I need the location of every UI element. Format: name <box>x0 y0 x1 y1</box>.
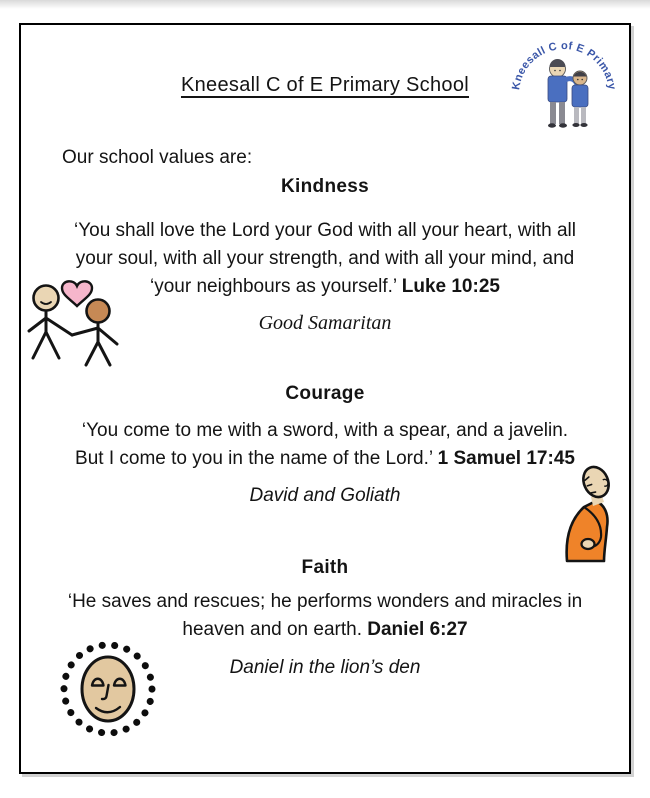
section-heading: Kindness <box>281 176 369 197</box>
heart-icon <box>62 281 92 306</box>
scripture-quote: ‘You come to me with a sword, with a spear, and a javelin. But I come to you in the name of the Lord.’ 1 Samuel 17:45 <box>75 420 575 469</box>
scripture-quote: ‘You shall love the Lord your God with all your heart, with all your soul, with all your strength, and with all your mind, and ‘your neighbours as yourself.’ Luke 10:25 <box>73 220 576 297</box>
section-heading: Courage <box>285 383 365 404</box>
logo-arc-text: Kneesall C of E Primary <box>510 39 618 91</box>
story-caption: Daniel in the lion’s den <box>229 657 421 678</box>
top-edge-shadow <box>0 0 650 9</box>
intro-text: Our school values are: <box>62 147 253 168</box>
story-caption: David and Goliath <box>249 485 401 506</box>
section-heading: Faith <box>301 557 349 578</box>
scripture-reference: 1 Samuel 17:45 <box>437 448 575 469</box>
friends-heart-icon <box>25 268 123 368</box>
scripture-reference: Daniel 6:27 <box>367 619 468 640</box>
daniel-face-icon <box>56 637 160 741</box>
scripture-quote: ‘He saves and rescues; he performs wonders and miracles in heaven and on earth. Daniel 6:27 <box>67 591 583 640</box>
story-caption: Good Samaritan <box>258 312 392 334</box>
scripture-reference: Luke 10:25 <box>401 276 500 297</box>
page-title: Kneesall C of E Primary School <box>180 74 469 96</box>
courage-person-icon <box>551 463 631 565</box>
